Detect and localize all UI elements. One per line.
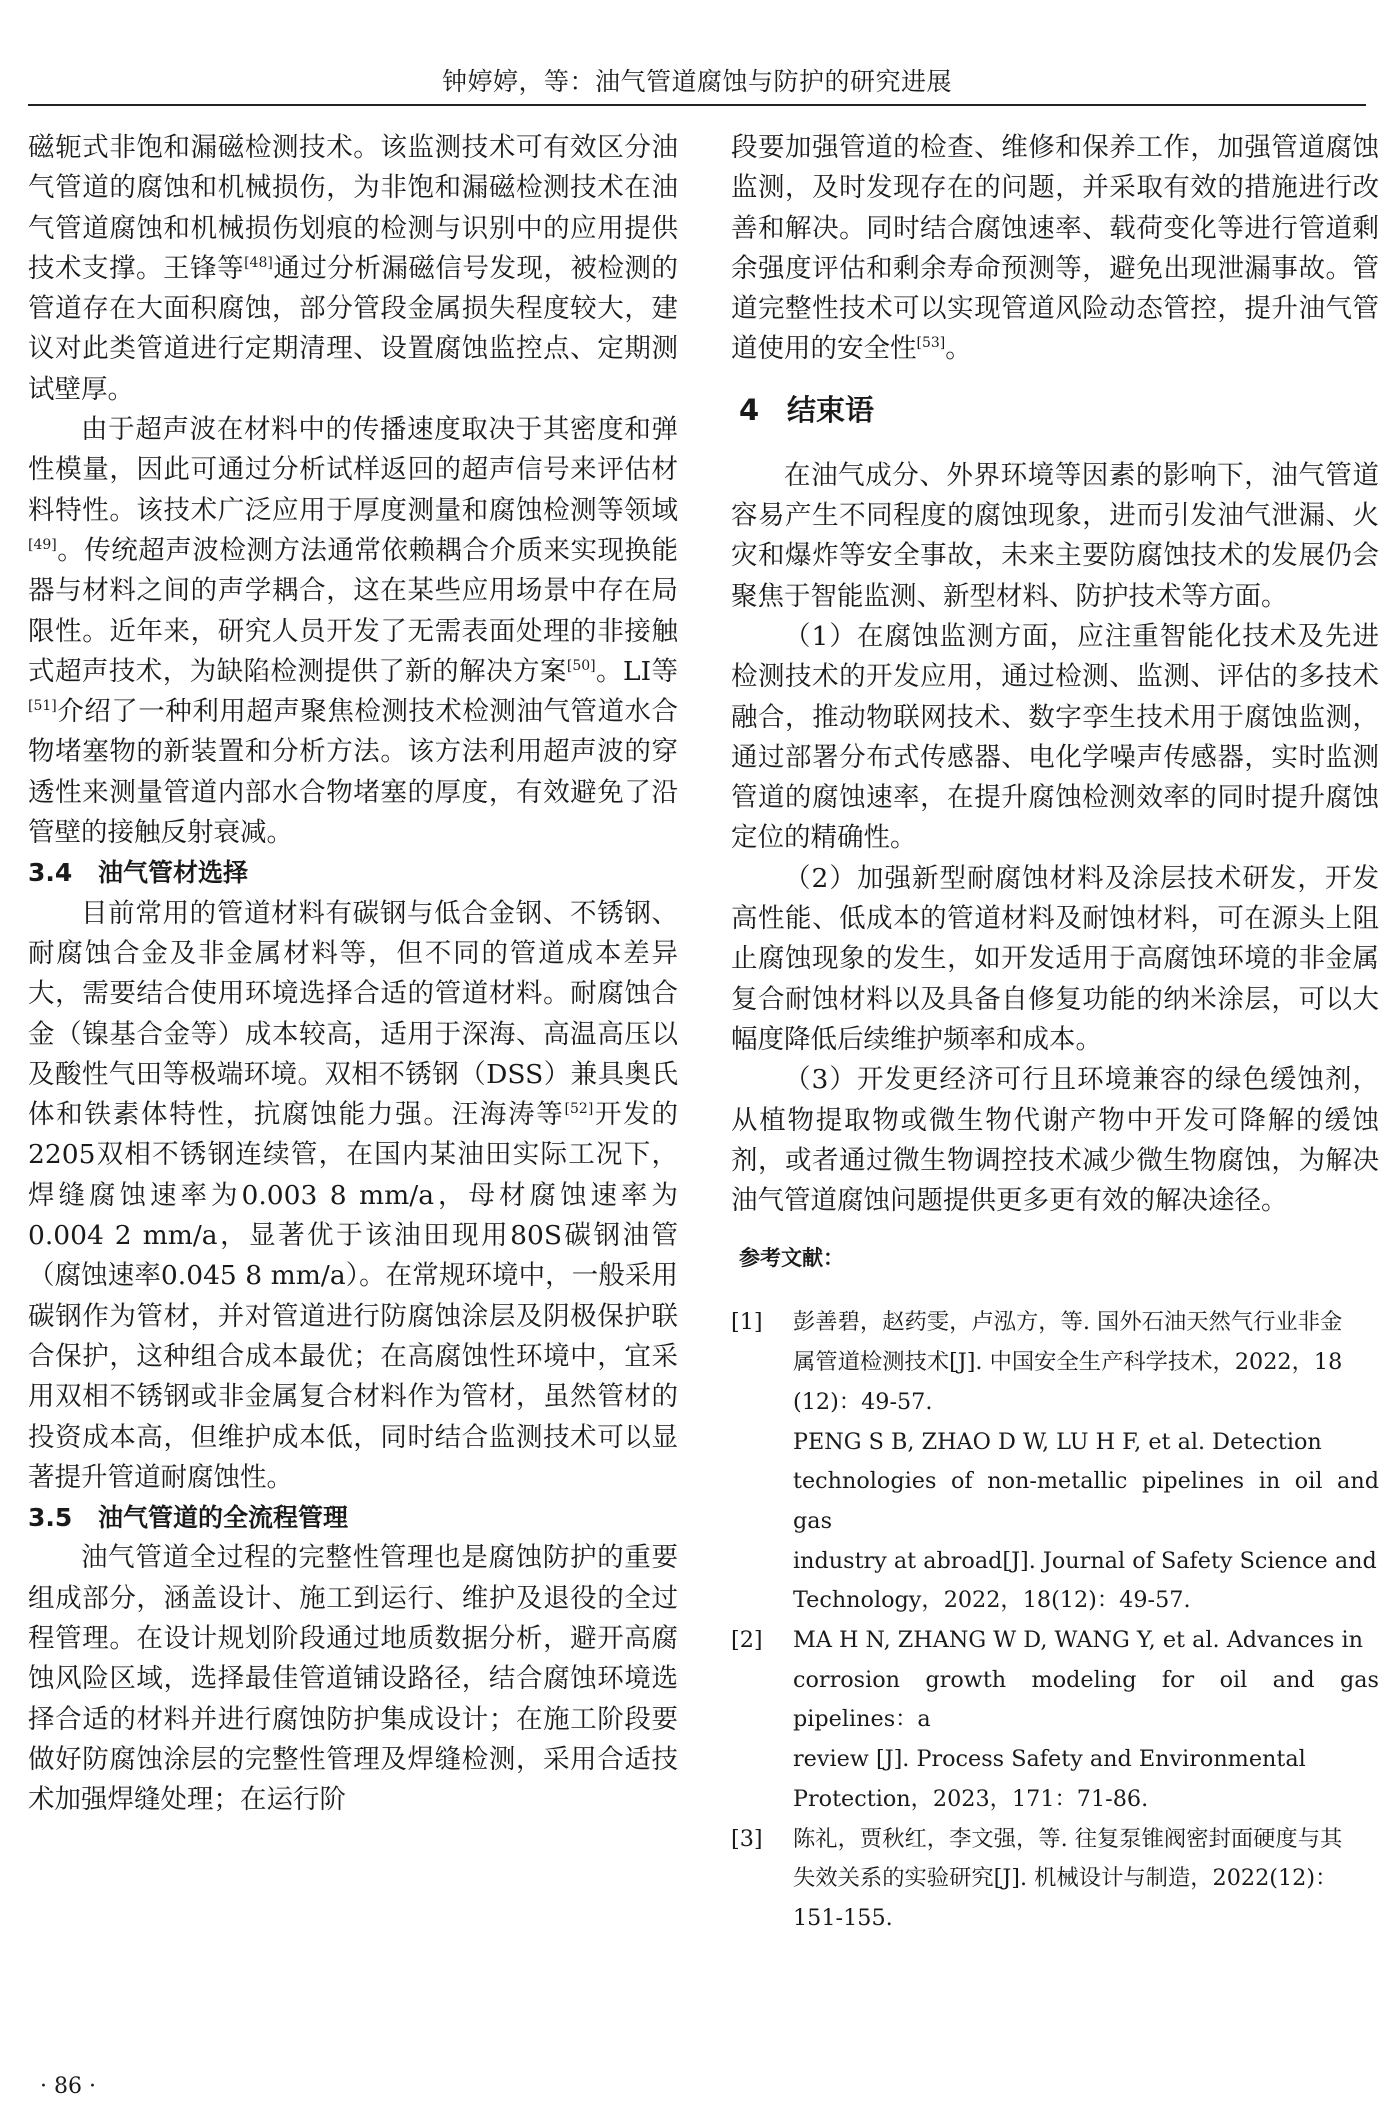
reference-line: PENG S B, ZHAO D W, LU H F, et al. Detection [793, 1428, 1322, 1455]
reference-line: 彭善碧，赵药雯，卢泓方，等. 国外石油天然气行业非金 [793, 1309, 1343, 1336]
citation[interactable]: [53] [916, 335, 946, 352]
paragraph-mfl: 磁轭式非饱和漏磁检测技术。该监测技术可有效区分油气管道的腐蚀和机械损伤，为非饱和漏磁检测技术在油气管道腐蚀和机械损伤划痕的检测与识别中的应用提供技术支撑。王锋等[48]通过分析漏磁信号发现，被检测的管道存在大面积腐蚀，部分管段金属损失程度较大，建议对此类管道进行定期清理、设置腐蚀监控点、定期测试壁厚。 [28, 132, 679, 405]
paragraph-materials: 目前常用的管道材料有碳钢与低合金钢、不锈钢、耐腐蚀合金及非金属材料等，但不同的管道成本差异大，需要结合使用环境选择合适的管道材料。耐腐蚀合金（镍基合金等）成本较高，适用于深海、高温高压以及酸性气田等极端环境。双相不锈钢（DSS）兼具奥氏体和铁素体特性，抗腐蚀能力强。汪海涛等[52]开发的2205双相不锈钢连续管，在国内某油田实际工况下，焊缝腐蚀速率为0.003 8 mm/a，母材腐蚀速率为0.004 2 mm/a，显著优于该油田现用80S碳钢油管（腐蚀速率0.045 8 mm/a）。在常规环境中，一般采用碳钢作为管材，并对管道进行防腐蚀涂层及阴极保护联合保护，这种组合成本最优；在高腐蚀性环境中，宜采用双相不锈钢或非金属复合材料作为管材，虽然管材的投资成本高，但维护成本低，同时结合监测技术可以显著提升管道耐腐蚀性。 [28, 897, 679, 1493]
reference-item [731, 1820, 1379, 1939]
header-rule [28, 104, 1366, 106]
reference-line: review [J]. Process Safety and Environmental [793, 1746, 1306, 1773]
citation[interactable]: [48] [244, 254, 273, 271]
section-heading-3-4: 3.4 油气管材选择 [28, 858, 249, 888]
paragraph-conclusion-3: （3）开发更经济可行且环境兼容的绿色缓蚀剂，从植物提取物或微生物代谢产物中开发可降解的缓蚀剂，或者通过微生物调控技术减少微生物腐蚀，为解决油气管道腐蚀问题提供更多更有效的解决途径。 [731, 1064, 1379, 1217]
paragraph-conclusion: 在油气成分、外界环境等因素的影响下，油气管道容易产生不同程度的腐蚀现象，进而引发油气泄漏、火灾和爆炸等安全事故，未来主要防腐蚀技术的发展仍会聚焦于智能监测、新型材料、防护技术等方面。 [731, 459, 1379, 612]
reference-line: 失效关系的实验研究[J]. 机械设计与制造，2022(12)： [793, 1865, 1338, 1892]
reference-line: corrosion growth modeling for oil and gas pipelines：a [793, 1666, 1379, 1733]
reference-line: (12)：49-57. [793, 1388, 933, 1415]
right-column [731, 128, 1379, 1939]
page-number: · 86 · [40, 2074, 96, 2099]
reference-line: industry at abroad[J]. Journal of Safety Science and [793, 1547, 1377, 1574]
citation[interactable]: [49] [28, 536, 57, 553]
section-heading-4: 4 结束语 [739, 392, 875, 427]
section-heading-3-5: 3.5 油气管道的全流程管理 [28, 1503, 349, 1533]
left-column [28, 128, 678, 1820]
paragraph-lifecycle: 油气管道全过程的完整性管理也是腐蚀防护的重要组成部分，涵盖设计、施工到运行、维护及退役的全过程管理。在设计规划阶段通过地质数据分析，避开高腐蚀风险区域，选择最佳管道铺设路径，结合腐蚀环境选择合适的材料并进行腐蚀防护集成设计；在施工阶段要做好防腐蚀涂层的完整性管理及焊缝检测，采用合适技术加强焊缝处理；在运行阶 [28, 1542, 678, 1816]
paragraph-conclusion-1: （1）在腐蚀监测方面，应注重智能化技术及先进检测技术的开发应用，通过检测、监测、评估的多技术融合，推动物联网技术、数字孪生技术用于腐蚀监测，通过部署分布式传感器、电化学噪声传感器，实时监测管道的腐蚀速率，在提升腐蚀检测效率的同时提升腐蚀定位的精确性。 [731, 620, 1379, 854]
reference-item [731, 1303, 1379, 1621]
citation[interactable]: [50] [566, 657, 596, 674]
reference-line: technologies of non-metallic pipelines in oil and gas [793, 1468, 1379, 1534]
reference-item [731, 1621, 1379, 1820]
paragraph-conclusion-2: （2）加强新型耐腐蚀材料及涂层技术研发，开发高性能、低成本的管道材料及耐蚀材料，可在源头上阻止腐蚀现象的发生，如开发适用于高腐蚀环境的非金属复合耐蚀材料以及具备自修复功能的纳米涂层，可以大幅度降低后续维护频率和成本。 [731, 862, 1379, 1055]
reference-number: [3] [731, 1825, 763, 1852]
reference-line: MA H N, ZHANG W D, WANG Y, et al. Advances in [793, 1627, 1364, 1654]
page-header [0, 0, 1394, 106]
citation[interactable]: [52] [564, 1101, 594, 1118]
reference-line: 151-155. [793, 1904, 893, 1931]
references-heading: 参考文献： [739, 1246, 844, 1271]
reference-number: [1] [731, 1309, 763, 1336]
reference-line: Technology，2022，18(12)：49-57. [793, 1587, 1191, 1614]
reference-list [731, 1303, 1379, 1938]
reference-line: 属管道检测技术[J]. 中国安全生产科学技术，2022，18 [793, 1349, 1343, 1376]
reference-line: Protection，2023，171：71-86. [793, 1785, 1149, 1812]
running-title: 钟婷婷，等：油气管道腐蚀与防护的研究进展 [441, 67, 952, 96]
paragraph-ultrasonic: 由于超声波在材料中的传播速度取决于其密度和弹性模量，因此可通过分析试样返回的超声信号来评估材料特性。该技术广泛应用于厚度测量和腐蚀检测等领域[49]。传统超声波检测方法通常依赖耦合介质来实现换能器与材料之间的声学耦合，这在某些应用场景中存在局限性。近年来，研究人员开发了无需表面处理的非接触式超声技术，为缺陷检测提供了新的解决方案[50]。LI等[51]介绍了一种利用超声聚焦检测技术检测油气管道水合物堵塞物的新装置和分析方法。该方法利用超声波的穿透性来测量管道内部水合物堵塞的厚度，有效避免了沿管壁的接触反射衰减。 [28, 414, 679, 849]
paragraph-lifecycle-cont: 段要加强管道的检查、维修和保养工作，加强管道腐蚀监测，及时发现存在的问题，并采取有效的措施进行改善和解决。同时结合腐蚀速率、载荷变化等进行管道剩余强度评估和剩余寿命预测等，避免出现泄漏事故。管道完整性技术可以实现管道风险动态管控，提升油气管道使用的安全性[53]。 [731, 132, 1379, 365]
citation[interactable]: [51] [28, 698, 57, 715]
reference-line: 陈礼，贾秋红，李文强，等. 往复泵锥阀密封面硬度与其 [793, 1825, 1343, 1852]
reference-number: [2] [731, 1627, 763, 1654]
